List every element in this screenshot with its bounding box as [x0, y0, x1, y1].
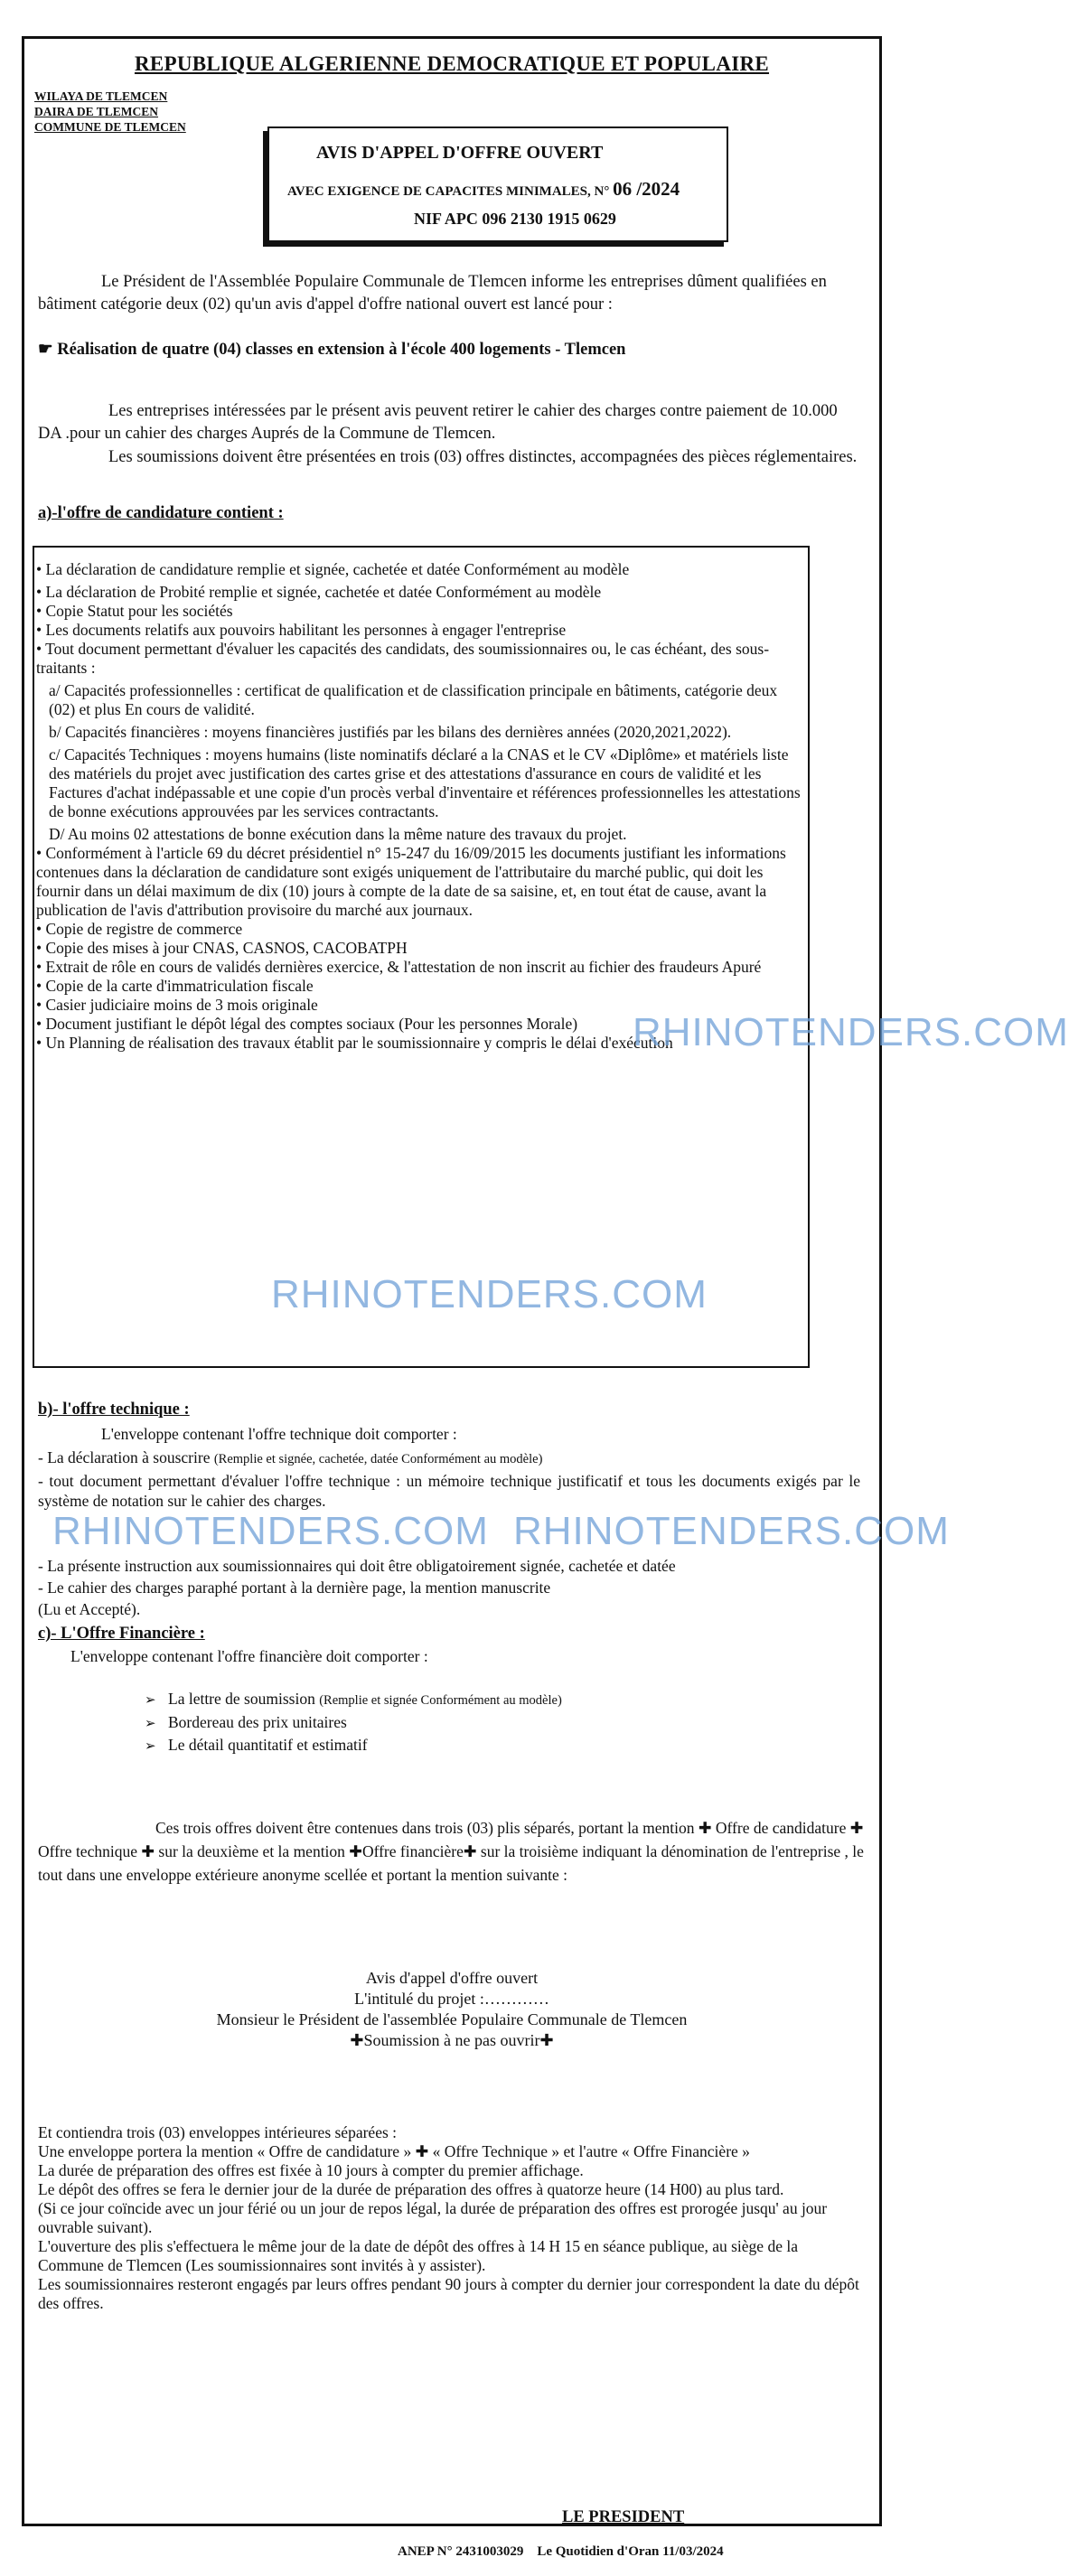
- arrow-icon: ➢: [145, 1738, 156, 1754]
- technique-item-4: - Le cahier des charges paraphé portant à la dernière page, la mention manuscrite: [38, 1578, 551, 1597]
- list-item: a/ Capacités professionnelles : certificat de qualification et de classification principale en bâtiments, catégorie deux (02) et plus En cours de validité.: [49, 681, 778, 718]
- mention-line-4: ✚Soumission à ne pas ouvrir✚: [350, 2031, 554, 2049]
- administration-block: [34, 89, 186, 135]
- list-item: • Tout document permettant d'évaluer les capacités des candidats, des soumissionnaires ou, le cas échéant, des sous-traitants :: [36, 640, 770, 677]
- avis-subtitle: [287, 178, 680, 201]
- list-item: • Extrait de rôle en cours de validés dernières exercice, & l'attestation de non inscrit au fichier des fraudeurs Apuré: [36, 958, 762, 976]
- financiere-intro: L'enveloppe contenant l'offre financière doit comporter :: [70, 1647, 428, 1665]
- list-item: b/ Capacités financières : moyens financières justifiés par les bilans des dernières années (2020,2021,2022).: [49, 723, 732, 741]
- list-item: ➢ La lettre de soumission (Remplie et signée Conformément au modèle): [145, 1688, 562, 1711]
- list-item: ➢ Le détail quantitatif et estimatif: [145, 1734, 562, 1756]
- closing-line: (Si ce jour coïncide avec un jour férié ou un jour de repos légal, la durée de préparation des offres est prorogée jusqu' au jour ouvrable suivant).: [38, 2199, 828, 2236]
- list-item: D/ Au moins 02 attestations de bonne exécution dans la même nature des travaux du projet.: [49, 825, 627, 843]
- list-item: • Document justifiant le dépôt légal des comptes sociaux (Pour les personnes Morale): [36, 1015, 578, 1033]
- plis-paragraph: Ces trois offres doivent être contenues dans trois (03) plis séparés, portant la mention ✚ Offre de candidature ✚ Offre technique ✚ sur la deuxième et la mention ✚Offre financière✚ sur la troisième indiquant la dénomination de l'entreprise , le tout dans une enveloppe extérieure anonyme scellée et portant la mention suivante :: [38, 1819, 864, 1884]
- publication-footer: ANEP N° 2431003029 Le Quotidien d'Oran 11/03/2024: [398, 2544, 724, 2559]
- technique-item-2: - tout document permettant d'évaluer l'offre technique : un mémoire technique justificatif et tous les documents exigés par le système de notation sur le cahier des charges.: [38, 1472, 860, 1510]
- candidature-list: [36, 560, 804, 1053]
- list-item: • Copie Statut pour les sociétés: [36, 602, 233, 620]
- technique-item-3: - La présente instruction aux soumissionnaires qui doit être obligatoirement signée, cachetée et datée: [38, 1557, 676, 1575]
- list-item: ➢ Bordereau des prix unitaires: [145, 1711, 562, 1734]
- list-item: • Conformément à l'article 69 du décret présidentiel n° 15-247 du 16/09/2015 les documents justifiant les informations contenues dans la déclaration de candidature sont exigés uniquement de l'attributaire du marché public, qui doit les fournir dans un délai maximum de dix (10) jours à compte de la date de sa saisine, et, en tout état de cause, avant la publication de l'avis d'attribution provisoire du marché aux journaux.: [36, 844, 786, 919]
- republic-heading: REPUBLIQUE ALGERIENNE DEMOCRATIQUE ET POPULAIRE: [134, 52, 770, 75]
- watermark: RHINOTENDERS.COM: [52, 1509, 489, 1553]
- closing-block: [38, 2123, 867, 2313]
- avis-subtitle-text: AVEC EXIGENCE DE CAPACITES MINIMALES, N°: [287, 184, 610, 199]
- list-item: • Casier judiciaire moins de 3 mois originale: [36, 996, 318, 1014]
- candidature-heading: a)-l'offre de candidature contient :: [38, 504, 284, 522]
- avis-number: 06 /2024: [613, 178, 680, 200]
- list-item: • Un Planning de réalisation des travaux établit par le soumissionnaire y compris le délai d'exécution: [36, 1034, 673, 1052]
- watermark: RHINOTENDERS.COM: [513, 1509, 950, 1553]
- mention-line-3: Monsieur le Président de l'assemblée Populaire Communale de Tlemcen: [216, 2010, 688, 2028]
- technique-intro: L'enveloppe contenant l'offre technique doit comporter :: [101, 1425, 457, 1443]
- arrow-icon: ➢: [145, 1715, 156, 1731]
- commune-label: COMMUNE DE TLEMCEN: [34, 120, 186, 134]
- project-title: ☛ Réalisation de quatre (04) classes en extension à l'école 400 logements - Tlemcen: [38, 341, 626, 359]
- list-item: c/ Capacités Techniques : moyens humains (liste nominatifs déclaré a la CNAS et le CV «Diplôme» et matériels liste des matériels du projet avec justification des cartes grise et des attestations d'assurance en cours de validité et les Factures d'achat indépassable et une copie d'un procès verbal d'inventaire et références professionnelles les attestations de bonne exécutions approuvées par les services contractants.: [49, 745, 801, 820]
- envelope-mention: [0, 1968, 904, 2051]
- avis-title: AVIS D'APPEL D'OFFRE OUVERT: [316, 143, 604, 163]
- list-item: • La déclaration de Probité remplie et signée, cachetée et datée Conformément au modèle: [36, 583, 602, 601]
- avis-nif: NIF APC 096 2130 1915 0629: [414, 210, 616, 228]
- soumissions-paragraph: Les soumissions doivent être présentées en trois (03) offres distinctes, accompagnées des pièces réglementaires.: [108, 448, 858, 466]
- watermark: RHINOTENDERS.COM: [633, 1010, 1069, 1054]
- technique-heading: b)- l'offre technique :: [38, 1400, 190, 1419]
- closing-line: Les soumissionnaires resteront engagés par leurs offres pendant 90 jours à compter du dernier jour correspondent la date du dépôt des offres.: [38, 2275, 859, 2312]
- wilaya-label: WILAYA DE TLEMCEN: [34, 89, 168, 103]
- intro-paragraph: Le Président de l'Assemblée Populaire Communale de Tlemcen informe les entreprises dûment qualifiées en bâtiment catégorie deux (02) qu'un avis d'appel d'offre national ouvert est lancé pour :: [38, 273, 827, 314]
- closing-line: L'ouverture des plis s'effectuera le même jour de la date de dépôt des offres à 14 H 15 en séance publique, au siège de la Commune de Tlemcen (Les soumissionnaires sont invités à y assister).: [38, 2237, 798, 2274]
- closing-line: Et contiendra trois (03) enveloppes intérieures séparées :: [38, 2123, 398, 2141]
- mention-line-1: Avis d'appel d'offre ouvert: [365, 1969, 539, 1987]
- list-item: • Copie des mises à jour CNAS, CASNOS, CACOBATPH: [36, 939, 408, 957]
- list-item: • Les documents relatifs aux pouvoirs habilitant les personnes à engager l'entreprise: [36, 621, 567, 639]
- closing-line: La durée de préparation des offres est fixée à 10 jours à compter du premier affichage.: [38, 2161, 584, 2179]
- watermark: RHINOTENDERS.COM: [271, 1272, 708, 1316]
- arrow-icon: ➢: [145, 1691, 156, 1708]
- signature-president: LE PRESIDENT: [562, 2508, 685, 2526]
- technique-item-1-text: - La déclaration à souscrire: [38, 1448, 211, 1466]
- closing-line: Une enveloppe portera la mention « Offre de candidature » ✚ « Offre Technique » et l'autre « Offre Financière »: [38, 2142, 750, 2160]
- technique-item-1-note: (Remplie et signée, cachetée, datée Conformément au modèle): [213, 1452, 543, 1466]
- technique-item-1: [38, 1447, 860, 1469]
- list-item: • Copie de registre de commerce: [36, 920, 243, 938]
- list-item: • Copie de la carte d'immatriculation fiscale: [36, 977, 314, 995]
- financiere-heading: c)- L'Offre Financière :: [38, 1625, 205, 1643]
- daira-label: DAIRA DE TLEMCEN: [34, 105, 159, 118]
- technique-item-4b: (Lu et Accepté).: [38, 1600, 141, 1618]
- list-item: • La déclaration de candidature remplie et signée, cachetée et datée Conformément au modèle: [36, 560, 630, 578]
- closing-line: Le dépôt des offres se fera le dernier jour de la durée de préparation des offres à quatorze heure (14 H00) au plus tard.: [38, 2180, 784, 2198]
- mention-line-2: L'intitulé du projet :…………: [354, 1990, 549, 2008]
- financiere-item-1-note: (Remplie et signée Conformément au modèle): [319, 1693, 562, 1708]
- retrait-paragraph: Les entreprises intéressées par le présent avis peuvent retirer le cahier des charges contre paiement de 10.000 DA .pour un cahier des charges Auprés de la Commune de Tlemcen.: [38, 402, 838, 443]
- financiere-list: [145, 1688, 562, 1756]
